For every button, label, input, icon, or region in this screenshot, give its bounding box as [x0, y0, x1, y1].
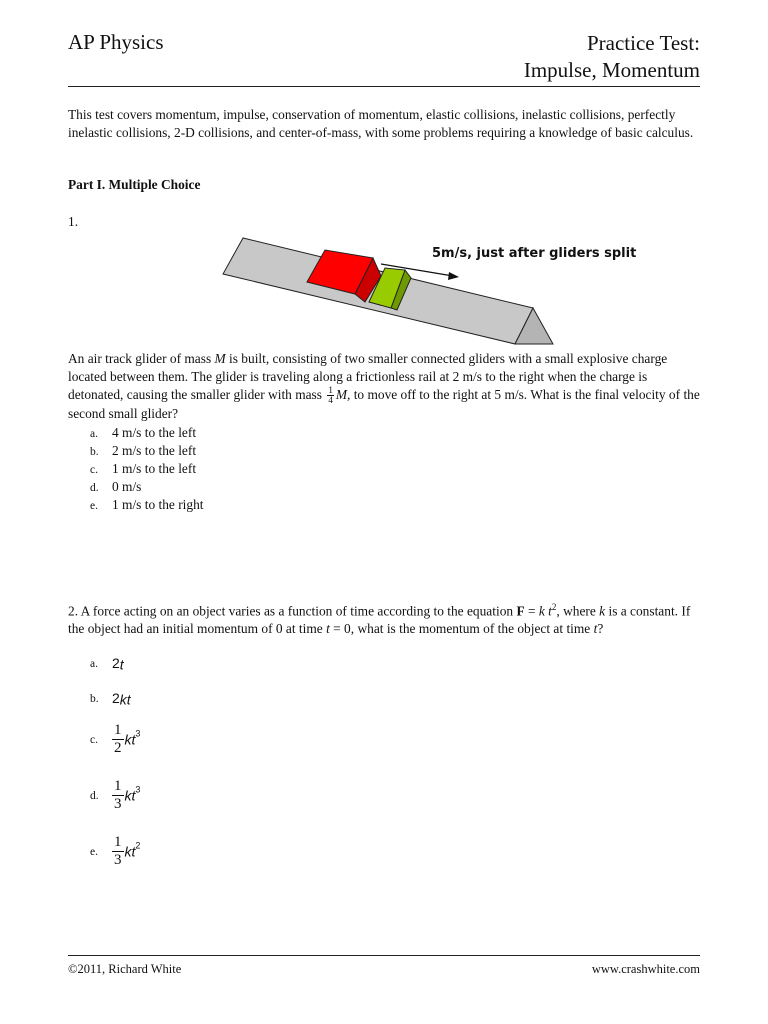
test-title — [524, 30, 700, 84]
q1-option-c: c. 1 m/s to the left — [90, 461, 197, 476]
figure-label: 5m/s, just after gliders split — [432, 246, 637, 261]
q2-option-c: c. $\frac{1}{2}$ $kt^3$ — [90, 722, 141, 756]
intro-paragraph: This test covers momentum, impulse, conservation of momentum, elastic collisions, inelastic collisions, perfectly inelastic collisions, 2-D collisions, and center-of-mass, with some problems requiring a knowledge of basic calculus. — [68, 107, 694, 140]
q2-option-a: a. 2t — [90, 655, 124, 673]
q1-option-e: e. 1 m/s to the right — [90, 497, 204, 512]
q2-option-d: d. $\frac{1}{3}$ $kt^3$ — [90, 778, 141, 812]
fraction-one-quarter: $\frac{1}{4}$ — [328, 385, 333, 406]
footer-divider — [68, 955, 700, 956]
arrow-head — [448, 272, 459, 280]
q1-option-b: b. 2 m/s to the left — [90, 443, 197, 458]
test-title-line1: Practice Test: — [586, 31, 700, 55]
footer-website: www.crashwhite.com — [591, 962, 700, 976]
q1-option-a: a. 4 m/s to the left — [90, 425, 197, 440]
q2-option-b: b. 2kt — [90, 690, 131, 708]
question-2-text: 2. A force acting on an object varies as a function of time according to the equation F = k $t^2$, where k is a constant. If the object had an initial momentum of 0 at time t = 0, what is the momentum of the object at time t? — [68, 602, 691, 637]
q1-option-d: d. 0 m/s — [90, 479, 142, 494]
question-1-text: An air track glider of mass M is built, consisting of two smaller connected gliders with a small explosive charge located between them. The glider is traveling along a frictionless rail at 2 m/s to the right when the charge is detonated, causing the smaller glider with mass $\frac{1}{4}$ M, to move off to the right at 5 m/s. What is the final velocity of the second small glider? — [68, 351, 700, 422]
question-1-number: 1. — [68, 214, 79, 229]
course-name: AP Physics — [68, 30, 164, 54]
header-divider — [68, 86, 700, 87]
air-track-figure — [215, 230, 637, 350]
test-title-line2: Impulse, Momentum — [523, 58, 700, 82]
question-1-options — [90, 424, 204, 514]
part-title: Part I. Multiple Choice — [68, 177, 201, 192]
q2-option-e: e. $\frac{1}{3}$ $kt^2$ — [90, 834, 141, 868]
footer-copyright: ©2011, Richard White — [68, 962, 182, 976]
